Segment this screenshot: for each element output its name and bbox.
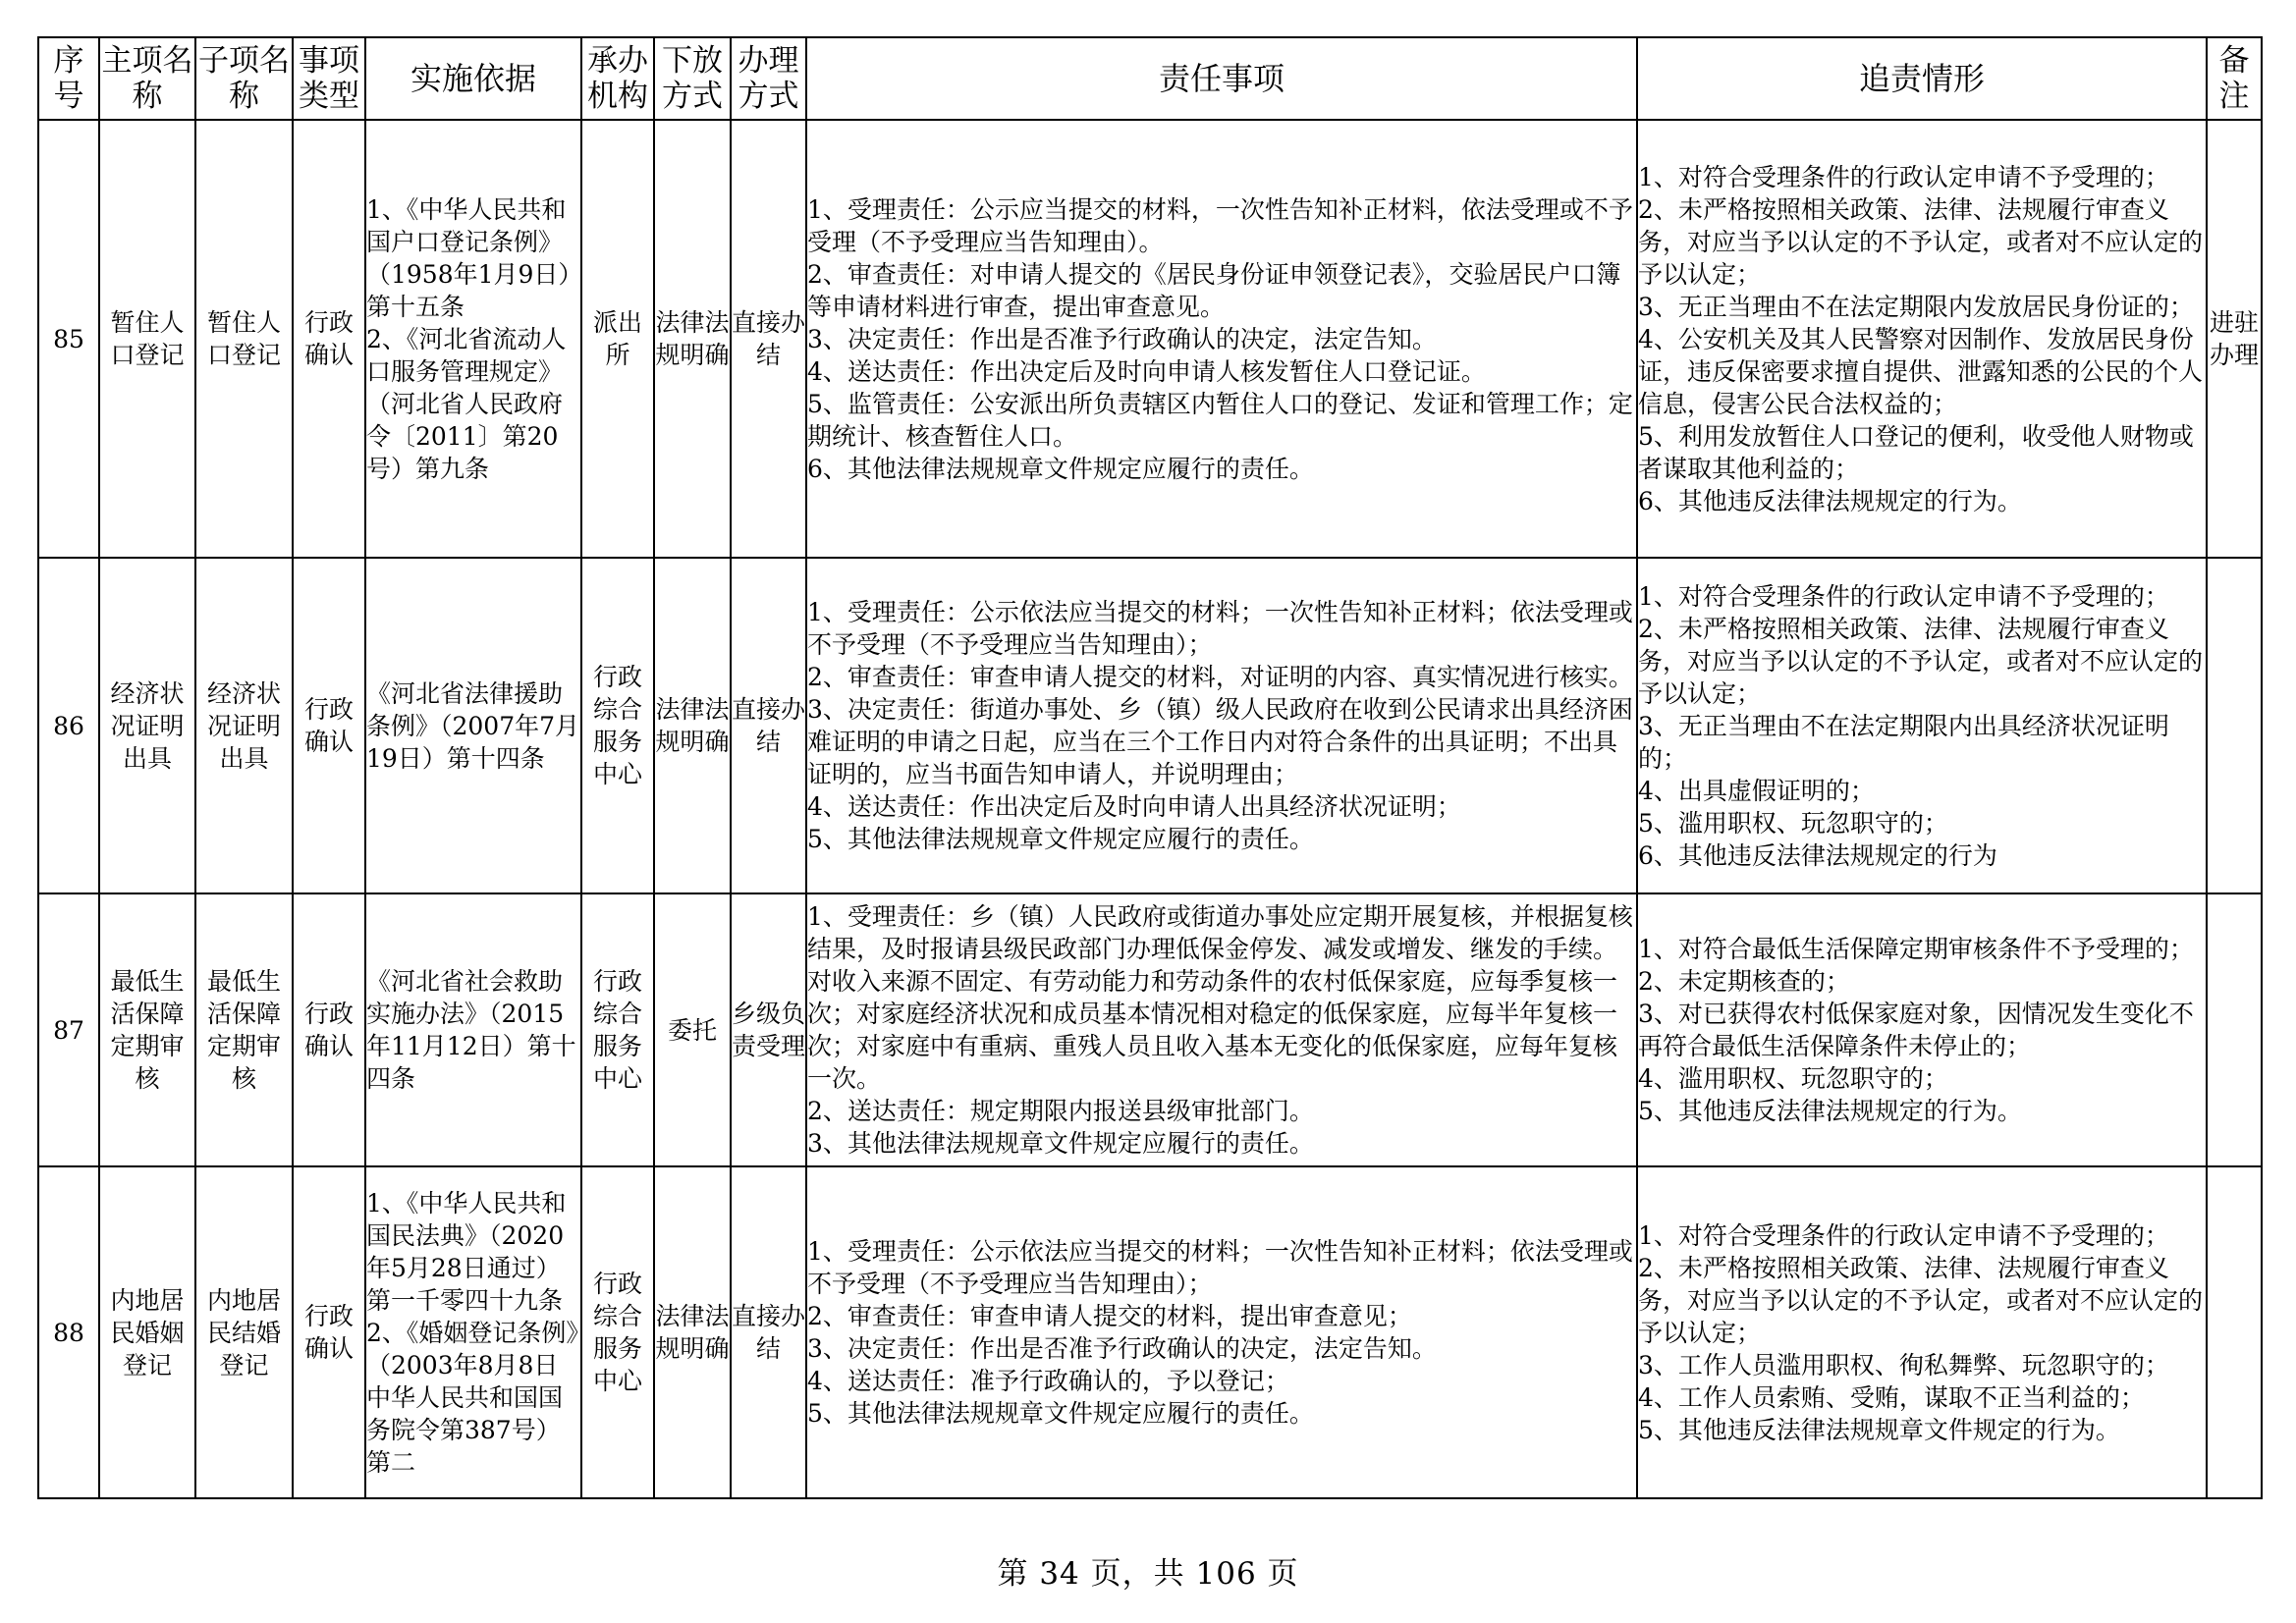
page-number: 第 34 页，共 106 页 <box>997 1556 1299 1592</box>
cell-delegation: 法律法规明确 <box>654 1166 731 1498</box>
cell-delegation: 委托 <box>654 893 731 1166</box>
cell-main-item: 最低生活保障定期审核 <box>99 893 195 1166</box>
cell-seq: 86 <box>38 558 99 893</box>
cell-seq: 87 <box>38 893 99 1166</box>
cell-item-type: 行政确认 <box>293 1166 365 1498</box>
cell-item-type: 行政确认 <box>293 120 365 558</box>
cell-handling: 乡级负责受理 <box>731 893 806 1166</box>
cell-handling: 直接办结 <box>731 558 806 893</box>
responsibility-text: 1、受理责任：公示依法应当提交的材料；一次性告知补正材料；依法受理或不予受理（不予受理应当告知理由）； 2、审查责任：审查申请人提交的材料，提出审查意见； 3、决定责任：作出是否准予行政确认的决定，法定告知。 4、送达责任：准予行政确认的，予以登记； 5、其他法律法规规章文件规定应履行的责任。 <box>807 1237 1633 1428</box>
cell-handling: 直接办结 <box>731 1166 806 1498</box>
cell-remarks <box>2207 893 2262 1166</box>
table-row <box>38 1166 2262 1498</box>
cell-handling: 直接办结 <box>731 120 806 558</box>
cell-organ: 行政综合服务中心 <box>581 558 654 893</box>
cell-remarks: 进驻办理 <box>2207 120 2262 558</box>
cell-item-type: 行政确认 <box>293 893 365 1166</box>
cell-item-type: 行政确认 <box>293 558 365 893</box>
header-sub-item: 子项名称 <box>195 37 293 120</box>
cell-sub-item: 经济状况证明出具 <box>195 558 293 893</box>
cell-accountability <box>1637 558 2207 893</box>
basis-text: 《河北省法律援助条例》（2007年7月19日）第十四条 <box>366 678 580 773</box>
table-row <box>38 120 2262 558</box>
cell-basis <box>365 893 581 1166</box>
header-remarks: 备注 <box>2207 37 2262 120</box>
cell-basis <box>365 1166 581 1498</box>
cell-main-item: 暂住人口登记 <box>99 120 195 558</box>
header-main-item: 主项名称 <box>99 37 195 120</box>
responsibility-text: 1、受理责任：公示依法应当提交的材料；一次性告知补正材料；依法受理或不予受理（不予受理应当告知理由）； 2、审查责任：审查申请人提交的材料，对证明的内容、真实情况进行核实。 3、决定责任：街道办事处、乡（镇）级人民政府在收到公民请求出具经济困难证明的申请之日起，应当在三个工作日内对符合条件的出具证明；不出具证明的，应当书面告知申请人，并说明理由； 4、送达责任：作出决定后及时向申请人出具经济状况证明； 5、其他法律法规规章文件规定应履行的责任。 <box>807 598 1633 853</box>
cell-remarks <box>2207 558 2262 893</box>
cell-responsibility <box>806 893 1637 1166</box>
cell-responsibility <box>806 120 1637 558</box>
cell-main-item: 内地居民婚姻登记 <box>99 1166 195 1498</box>
cell-organ: 行政综合服务中心 <box>581 893 654 1166</box>
cell-remarks <box>2207 1166 2262 1498</box>
cell-responsibility <box>806 558 1637 893</box>
header-accountability: 追责情形 <box>1637 37 2207 120</box>
cell-accountability <box>1637 120 2207 558</box>
cell-sub-item: 内地居民结婚登记 <box>195 1166 293 1498</box>
responsibility-text: 1、受理责任：乡（镇）人民政府或街道办事处应定期开展复核，并根据复核结果，及时报请县级民政部门办理低保金停发、减发或增发、继发的手续。对收入来源不固定、有劳动能力和劳动条件的农村低保家庭，应每季复核一次；对家庭经济状况和成员基本情况相对稳定的低保家庭，应每半年复核一次；对家庭中有重病、重残人员且收入基本无变化的低保家庭，应每年复核一次。 2、送达责任：规定期限内报送县级审批部门。 3、其他法律法规规章文件规定应履行的责任。 <box>807 902 1633 1158</box>
table-row <box>38 893 2262 1166</box>
cell-basis <box>365 120 581 558</box>
cell-main-item: 经济状况证明出具 <box>99 558 195 893</box>
table-row <box>38 558 2262 893</box>
cell-accountability <box>1637 1166 2207 1498</box>
accountability-text: 1、对符合受理条件的行政认定申请不予受理的； 2、未严格按照相关政策、法律、法规履行审查义务，对应当予以认定的不予认定，或者对不应认定的予以认定； 3、工作人员滥用职权、徇私舞弊、玩忽职守的； 4、工作人员索贿、受贿，谋取不正当利益的； 5、其他违反法律法规规章文件规定的行为。 <box>1638 1220 2204 1444</box>
cell-responsibility <box>806 1166 1637 1498</box>
cell-accountability <box>1637 893 2207 1166</box>
header-organ: 承办机构 <box>581 37 654 120</box>
cell-sub-item: 暂住人口登记 <box>195 120 293 558</box>
cell-delegation: 法律法规明确 <box>654 558 731 893</box>
cell-organ: 派出所 <box>581 120 654 558</box>
basis-text: 1、《中华人民共和国民法典》（2020年5月28日通过）第一千零四十九条 2、《婚姻登记条例》（2003年8月8日中华人民共和国国务院令第387号）第二 <box>366 1188 578 1477</box>
header-responsibility: 责任事项 <box>806 37 1637 120</box>
cell-basis <box>365 558 581 893</box>
cell-delegation: 法律法规明确 <box>654 120 731 558</box>
header-delegation: 下放方式 <box>654 37 731 120</box>
header-row <box>38 37 2262 120</box>
basis-text: 1、《中华人民共和国户口登记条例》（1958年1月9日）第十五条 2、《河北省流动人口服务管理规定》（河北省人民政府令〔2011〕第20号）第九条 <box>366 194 571 483</box>
cell-sub-item: 最低生活保障定期审核 <box>195 893 293 1166</box>
cell-seq: 85 <box>38 120 99 558</box>
responsibility-table <box>37 36 2263 1499</box>
responsibility-text: 1、受理责任：公示应当提交的材料，一次性告知补正材料，依法受理或不予受理（不予受理应当告知理由）。 2、审查责任：对申请人提交的《居民身份证申领登记表》，交验居民户口簿等申请材料进行审查，提出审查意见。 3、决定责任：作出是否准予行政确认的决定，法定告知。 4、送达责任：作出决定后及时向申请人核发暂住人口登记证。 5、监管责任：公安派出所负责辖区内暂住人口的登记、发证和管理工作；定期统计、核查暂住人口。 6、其他法律法规规章文件规定应履行的责任。 <box>807 194 1633 483</box>
cell-seq: 88 <box>38 1166 99 1498</box>
accountability-text: 1、对符合受理条件的行政认定申请不予受理的； 2、未严格按照相关政策、法律、法规履行审查义务，对应当予以认定的不予认定，或者对不应认定的予以认定； 3、无正当理由不在法定期限内发放居民身份证的； 4、公安机关及其人民警察对因制作、发放居民身份证，违反保密要求擅自提供、泄露知悉的公民的个人信息，侵害公民合法权益的； 5、利用发放暂住人口登记的便利，收受他人财物或者谋取其他利益的； 6、其他违反法律法规规定的行为。 <box>1638 162 2204 515</box>
header-seq: 序号 <box>38 37 99 120</box>
header-basis: 实施依据 <box>365 37 581 120</box>
accountability-text: 1、对符合最低生活保障定期审核条件不予受理的； 2、未定期核查的； 3、对已获得农村低保家庭对象，因情况发生变化不再符合最低生活保障条件未停止的； 4、滥用职权、玩忽职守的； 5、其他违反法律法规规定的行为。 <box>1638 935 2194 1125</box>
basis-text: 《河北省社会救助实施办法》（2015年11月12日）第十四条 <box>366 967 576 1093</box>
accountability-text: 1、对符合受理条件的行政认定申请不予受理的； 2、未严格按照相关政策、法律、法规履行审查义务，对应当予以认定的不予认定，或者对不应认定的予以认定； 3、无正当理由不在法定期限内出具经济状况证明的； 4、出具虚假证明的； 5、滥用职权、玩忽职守的； 6、其他违反法律法规规定的行为 <box>1638 581 2204 870</box>
cell-organ: 行政综合服务中心 <box>581 1166 654 1498</box>
header-item-type: 事项类型 <box>293 37 365 120</box>
header-handling: 办理方式 <box>731 37 806 120</box>
